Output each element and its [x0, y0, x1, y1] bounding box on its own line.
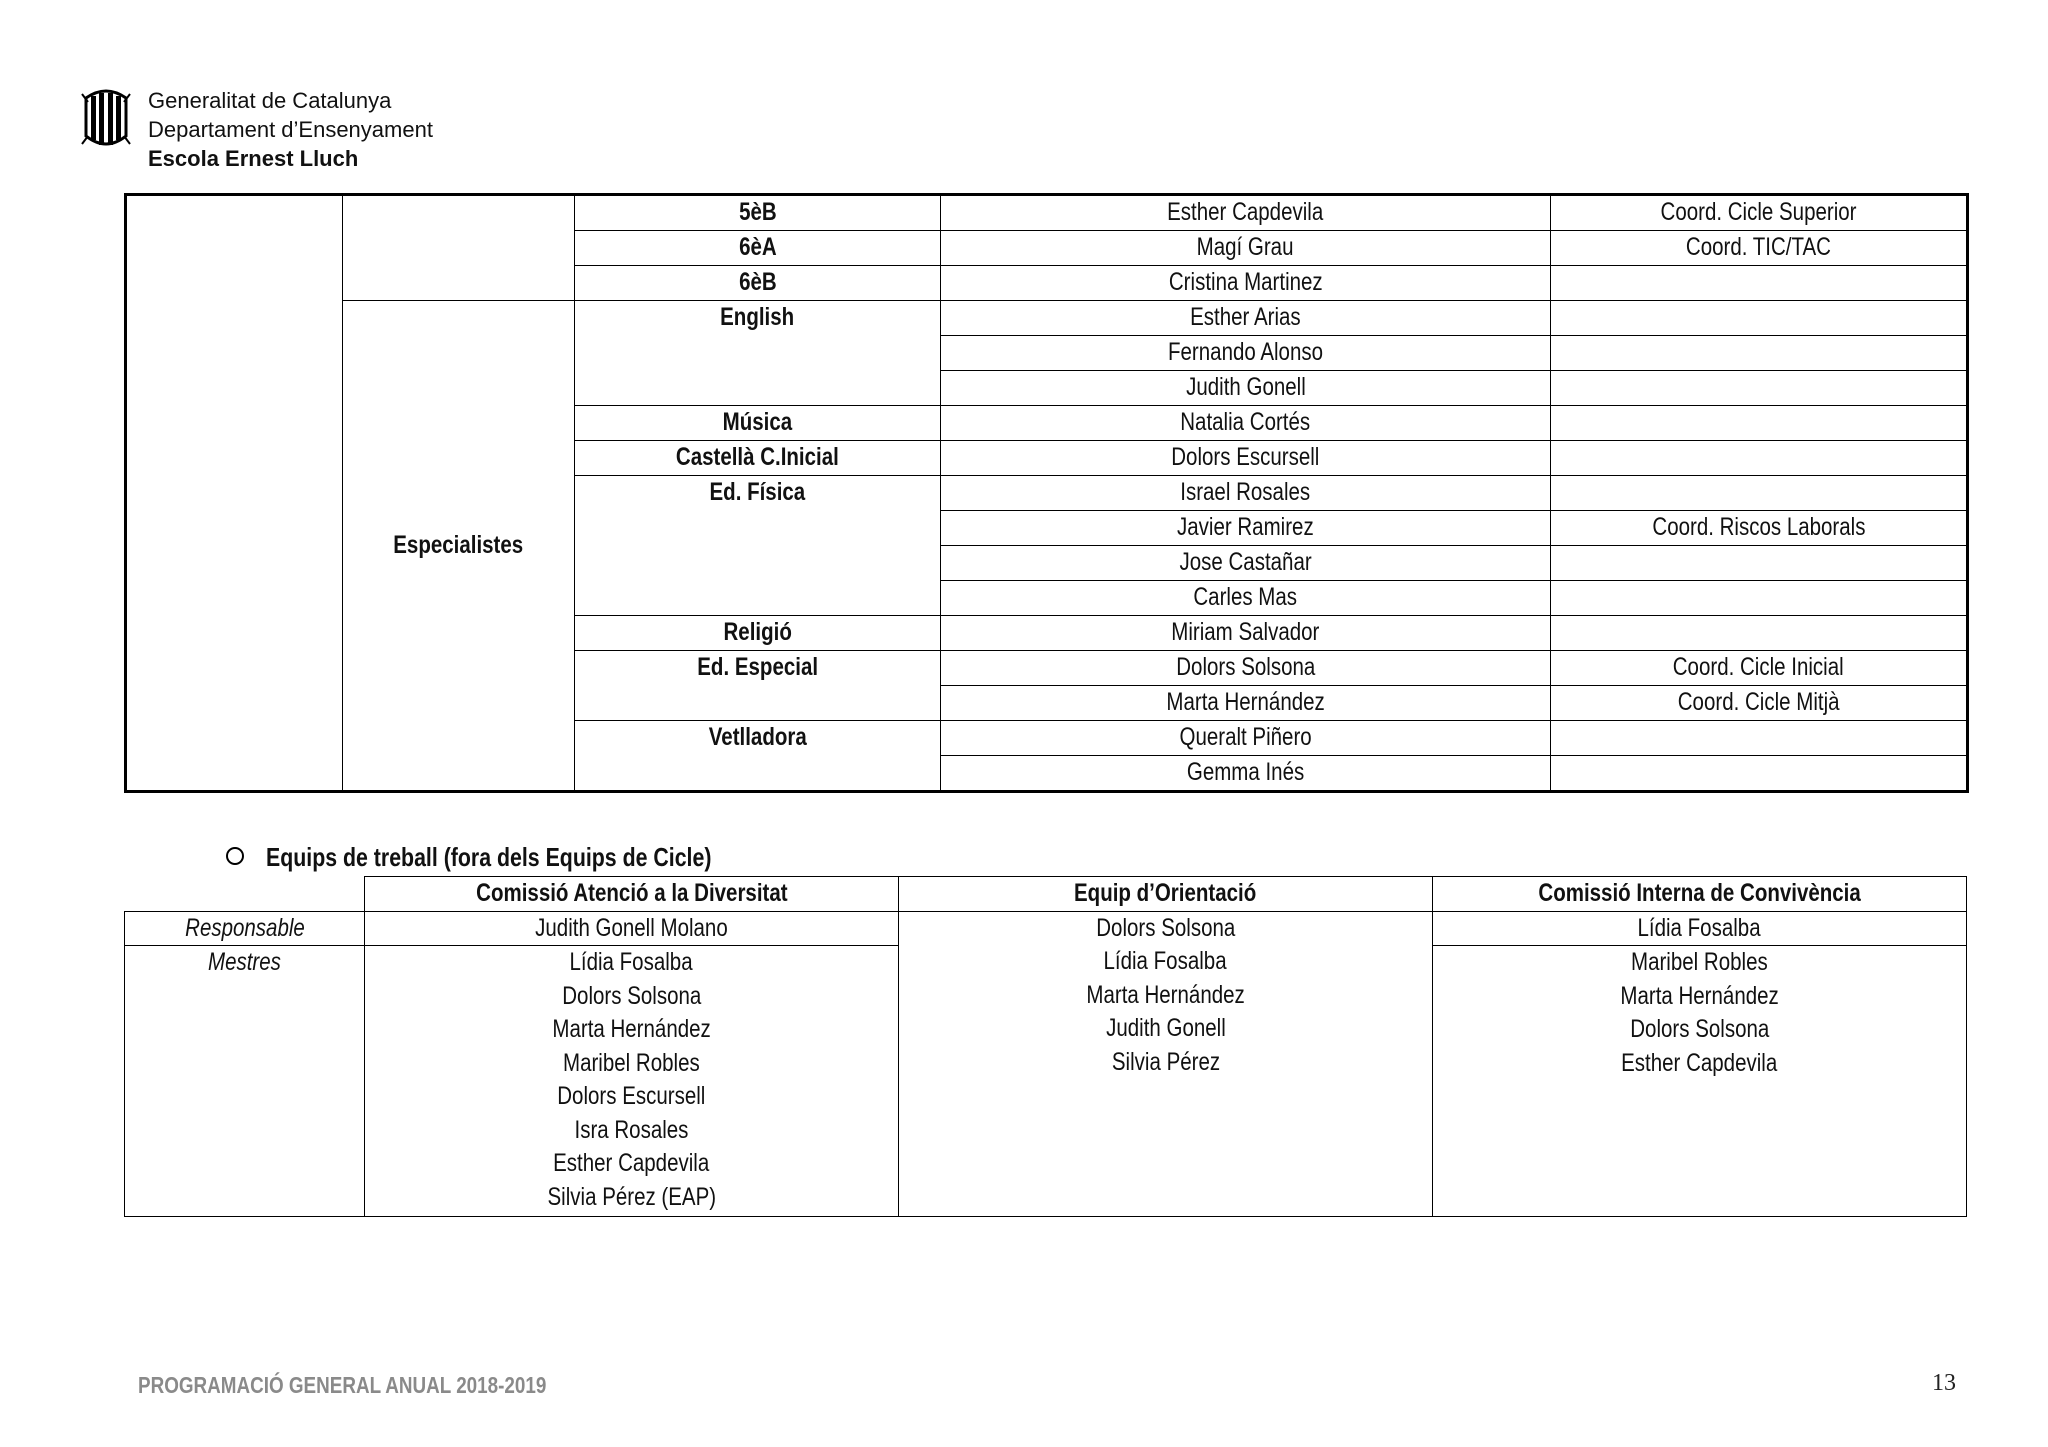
list-item: Esther Capdevila [1621, 1048, 1778, 1077]
teacher-name-cell: Queralt Piñero [941, 721, 1551, 756]
role-cell [1551, 721, 1968, 756]
role-cell [1551, 546, 1968, 581]
teacher-name-cell: Gemma Inés [941, 756, 1551, 792]
list-item: Dolors Solsona [561, 981, 702, 1010]
subject-cell: Ed. Especial [575, 651, 941, 721]
list-item: Marta Hernández [552, 1015, 711, 1043]
list-item: Maribel Robles [1631, 948, 1768, 976]
page-number: 13 [1932, 1370, 1956, 1396]
column-header-convivencia: Comissió Interna de Convivència [1433, 877, 1967, 912]
school-name: Escola Ernest Lluch [148, 146, 359, 171]
generalitat-logo-icon [80, 88, 132, 150]
list-item: Dolors Solsona [1095, 913, 1236, 942]
list-item: Dolors Escursell [557, 1082, 706, 1110]
list-item: Lídia Fosalba [569, 948, 694, 976]
list-item: Maribel Robles [563, 1048, 700, 1077]
diversitat-mestres [365, 946, 899, 1217]
role-cell [1551, 756, 1968, 792]
teacher-name-cell: Marta Hernández [941, 686, 1551, 721]
teacher-name-cell: Jose Castañar [941, 546, 1551, 581]
list-item: Marta Hernández [1086, 980, 1245, 1009]
empty-group-cell [343, 195, 575, 301]
list-item: Silvia Pérez (EAP) [547, 1182, 716, 1211]
class-cell: 6èB [575, 266, 941, 301]
teacher-name-cell: Javier Ramirez [941, 511, 1551, 546]
role-cell: Coord. TIC/TAC [1551, 231, 1968, 266]
work-teams-heading: Equips de treball (fora dels Equips de Cicle) [226, 842, 809, 873]
role-cell [1551, 266, 1968, 301]
row-label-mestres: Mestres [125, 946, 365, 1217]
class-cell: 6èA [575, 231, 941, 266]
teacher-name-cell: Dolors Solsona [941, 651, 1551, 686]
list-item: Esther Capdevila [553, 1149, 710, 1177]
role-cell [1551, 406, 1968, 441]
table-row [126, 195, 1968, 231]
teacher-name-cell: Cristina Martinez [941, 266, 1551, 301]
role-cell: Coord. Riscos Laborals [1551, 511, 1968, 546]
role-cell [1551, 476, 1968, 511]
empty-left-cell [126, 195, 343, 792]
list-item: Dolors Solsona [1629, 1015, 1770, 1043]
department-name: Departament d’Ensenyament [148, 117, 433, 142]
staff-table [124, 193, 1969, 793]
role-cell [1551, 441, 1968, 476]
role-cell [1551, 581, 1968, 616]
role-cell [1551, 371, 1968, 406]
teacher-name-cell: Esther Capdevila [941, 195, 1551, 231]
list-item: Lídia Fosalba [1103, 947, 1228, 975]
teacher-name-cell: Judith Gonell [941, 371, 1551, 406]
org-name: Generalitat de Catalunya [148, 88, 392, 113]
table-row [126, 301, 1968, 336]
column-header-diversitat: Comissió Atenció a la Diversitat [365, 877, 899, 912]
organization-block [148, 86, 433, 173]
subject-cell: English [575, 301, 941, 406]
specialists-group-label: Especialistes [343, 301, 575, 792]
list-item: Judith Gonell [1105, 1014, 1226, 1042]
convivencia-responsable: Lídia Fosalba [1433, 911, 1967, 946]
teacher-name-cell: Natalia Cortés [941, 406, 1551, 441]
list-item: Marta Hernández [1620, 981, 1779, 1010]
footer-title: PROGRAMACIÓ GENERAL ANUAL 2018-2019 [138, 1372, 547, 1398]
role-cell: Coord. Cicle Mitjà [1551, 686, 1968, 721]
circle-bullet-icon [226, 847, 244, 865]
column-header-orientacio: Equip d’Orientació [899, 877, 1433, 912]
subject-cell: Música [575, 406, 941, 441]
role-cell [1551, 616, 1968, 651]
role-cell [1551, 301, 1968, 336]
subject-cell: Castellà C.Inicial [575, 441, 941, 476]
teacher-name-cell: Esther Arias [941, 301, 1551, 336]
teacher-name-cell: Carles Mas [941, 581, 1551, 616]
orientacio-members [899, 911, 1433, 1217]
teacher-name-cell: Miriam Salvador [941, 616, 1551, 651]
class-cell: 5èB [575, 195, 941, 231]
teacher-name-cell: Fernando Alonso [941, 336, 1551, 371]
teacher-name-cell: Dolors Escursell [941, 441, 1551, 476]
empty-corner-cell [125, 877, 365, 912]
role-cell: Coord. Cicle Superior [1551, 195, 1968, 231]
list-item: Isra Rosales [574, 1115, 689, 1144]
role-cell: Coord. Cicle Inicial [1551, 651, 1968, 686]
teacher-name-cell: Magí Grau [941, 231, 1551, 266]
subject-cell: Ed. Física [575, 476, 941, 616]
subject-cell: Vetlladora [575, 721, 941, 792]
teacher-name-cell: Israel Rosales [941, 476, 1551, 511]
convivencia-mestres [1433, 946, 1967, 1217]
work-teams-table [124, 876, 1967, 1217]
row-label-responsable: Responsable [125, 911, 365, 946]
diversitat-responsable: Judith Gonell Molano [365, 911, 899, 946]
subject-cell: Religió [575, 616, 941, 651]
role-cell [1551, 336, 1968, 371]
list-item: Silvia Pérez [1111, 1047, 1220, 1076]
